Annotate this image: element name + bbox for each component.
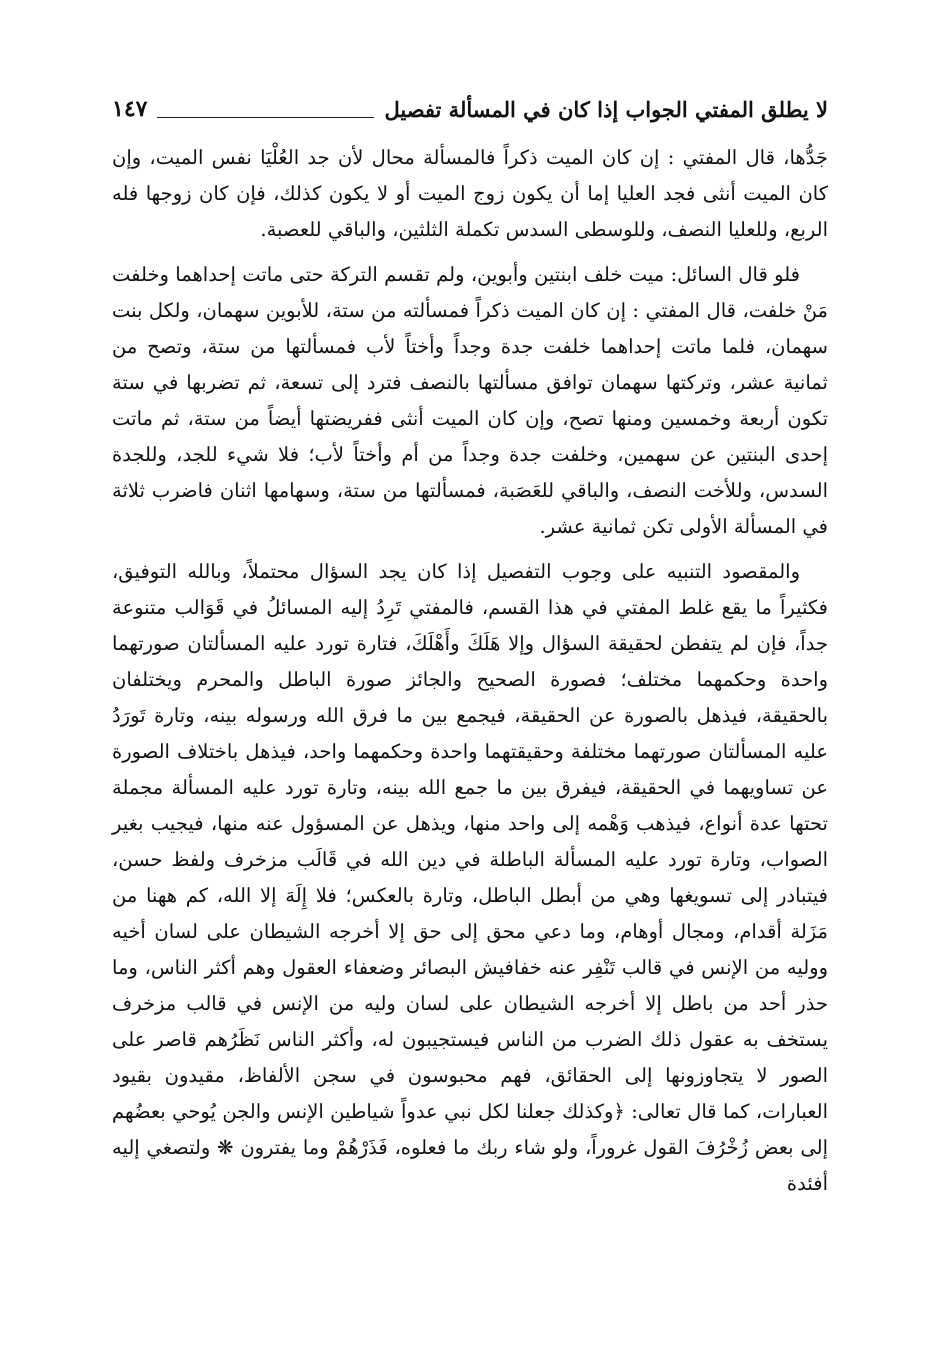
page-number: ١٤٧	[112, 96, 148, 122]
page-header	[112, 92, 828, 126]
paragraph: جَدُّها، قال المفتي : إن كان الميت ذكراً فالمسألة محال لأن جد العُلْيَا نفس الميت، وإن كان الميت أنثى فجد العليا إما أن يكون زوج الميت أو لا يكون كذلك، فإن كان زوجها فله الربع، وللعليا النصف، وللوسطى السدس تكملة الثلثين، والباقي للعصبة.	[112, 146, 828, 241]
header-rule	[157, 117, 374, 118]
running-title: لا يطلق المفتي الجواب إذا كان في المسألة تفصيل	[384, 97, 828, 122]
body-text	[112, 140, 828, 1211]
paragraph: فلو قال السائل: ميت خلف ابنتين وأبوين، ولم تقسم التركة حتى ماتت إحداهما وخلفت مَنْ خلفت، قال المفتي : إن كان الميت ذكراً فمسألته من ستة، للأبوين سهمان، ولكل بنت سهمان، فلما ماتت إحداهما خلفت جدة وجداً وأختاً لأب فمسألتها من ستة، وتصح من ثمانية عشر، وتركتها سهمان توافق مسألتها بالنصف فترد إلى تسعة، ثم تضربها في ستة تكون أربعة وخمسين ومنها تصح، وإن كان الميت أنثى ففريضتها أيضاً من ستة، ثم ماتت إحدى البنتين عن سهمين، وخلفت جدة وجداً من أم وأختاً لأب؛ فلا شيء للجد، وللجدة السدس، وللأخت النصف، والباقي للعَصَبة، فمسألتها من ستة، وسهامها اثنان فاضرب ثلاثة في المسألة الأولى تكن ثمانية عشر.	[112, 263, 828, 538]
paragraph: والمقصود التنبيه على وجوب التفصيل إذا كان يجد السؤال محتملاً، وبالله التوفيق، فكثيراً ما يقع غلط المفتي في هذا القسم، فالمفتي تَرِدُ إليه المسائلُ في قَوَالب متنوعة جداً، فإن لم يتفطن لحقيقة السؤال وإلا هَلَكَ وأَهْلَكَ، فتارة تورد عليه المسألتان صورتهما واحدة وحكمهما مختلف؛ فصورة الصحيح والجائز صورة الباطل والمحرم ويختلفان بالحقيقة، فيذهل بالصورة عن الحقيقة، فيجمع بين ما فرق الله ورسوله بينه، وتارة تَورَدُ عليه المسألتان صورتهما مختلفة وحقيقتهما واحدة وحكمهما واحد، فيذهل باختلاف الصورة عن تساويهما في الحقيقة، فيفرق بين ما جمع الله بينه، وتارة تورد عليه المسألة مجملة تحتها عدة أنواع، فيذهب وَهْمه إلى واحد منها، ويذهل عن المسؤول عنه منها، فيجيب بغير الصواب، وتارة تورد عليه المسألة الباطلة في دين الله في قَالَب مزخرف ولفظ حسن، فيتبادر إلى تسويغها وهي من أبطل الباطل، وتارة بالعكس؛ فلا إِلَهَ إلا الله، كم ههنا من مَزَلة أقدام، ومجال أوهام، وما دعي محق إلى حق إلا أخرجه الشيطان على لسان أخيه ووليه من الإنس في قالب تَنْفِر عنه خفافيش البصائر وضعفاء العقول وهم أكثر الناس، وما حذر أحد من باطل إلا أخرجه الشيطان على لسان وليه من الإنس في قالب مزخرف يستخف به عقول ذلك الضرب من الناس فيستجيبون له، وأكثر الناس نَظَرُهم قاصر على الصور لا يتجاوزونها إلى الحقائق، فهم محبوسون في سجن الألفاظ، مقيدون بقيود العبارات، كما قال تعالى: ﴿وكذلك جعلنا لكل نبي عدواً شياطين الإنس والجن يُوحي بعضُهم إلى بعض زُخْرُفَ القول غروراً، ولو شاء ربك ما فعلوه، فَذَرْهُمْ وما يفترون ❋ ولتصغي إليه أفئدة	[112, 560, 828, 1195]
